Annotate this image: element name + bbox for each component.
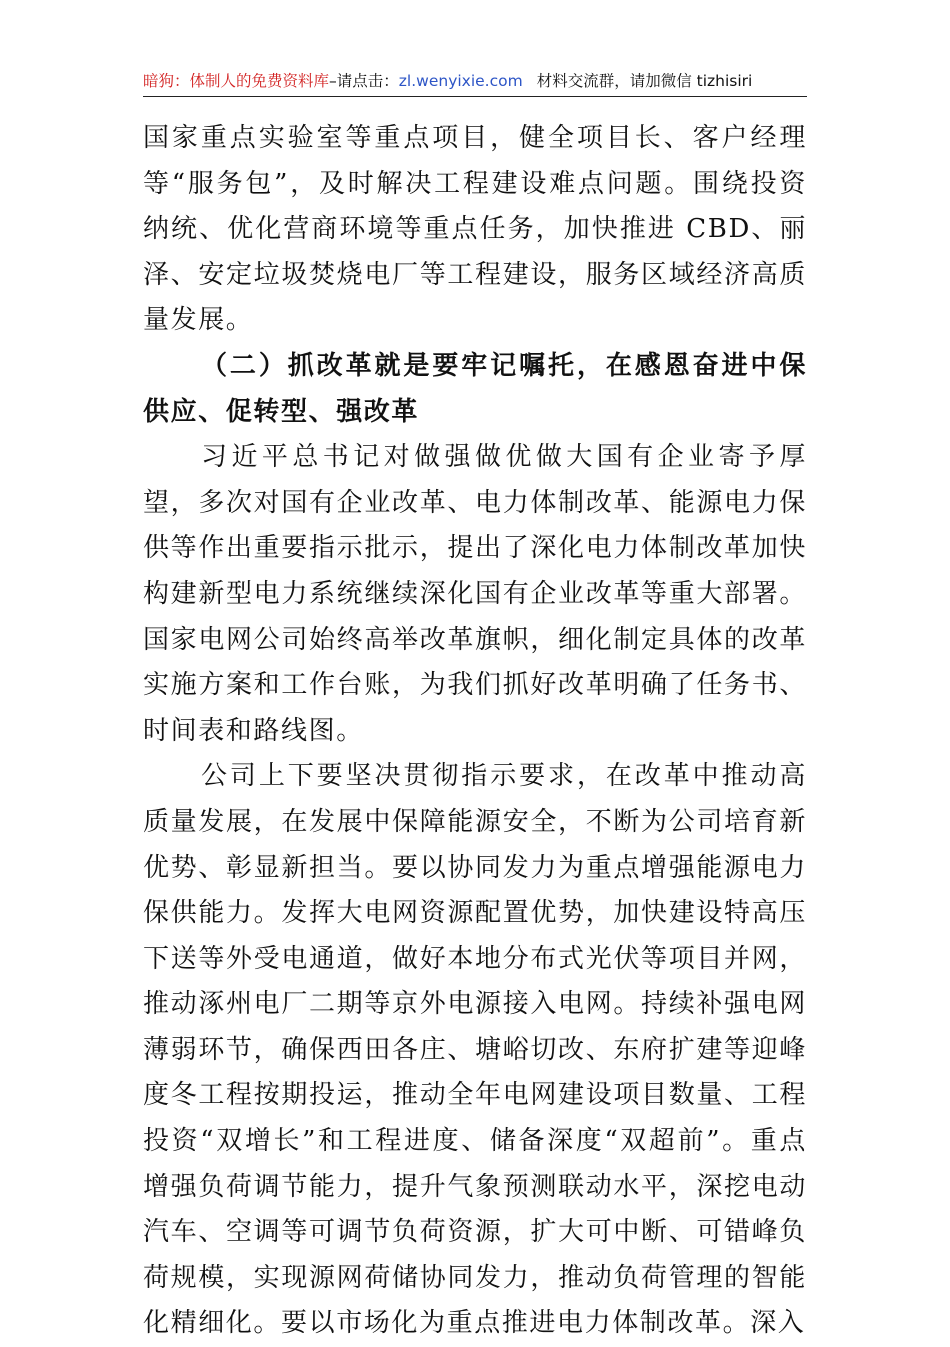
header-contact: 材料交流群，请加微信 tizhisiri — [536, 72, 753, 90]
header-brand: 暗狗：体制人的免费资料库 — [143, 72, 330, 90]
page-header — [143, 66, 807, 97]
paragraph-continued: 国家重点实验室等重点项目，健全项目长、客户经理等“服务包”，及时解决工程建设难点问题。围绕投资纳统、优化营商环境等重点任务，加快推进 CBD、丽泽、安定垃圾焚烧电厂等工程建设，服务区域经济高质量发展。 — [143, 123, 807, 336]
paragraph: 习近平总书记对做强做优做大国有企业寄予厚望，多次对国有企业改革、电力体制改革、能源电力保供等作出重要指示批示，提出了深化电力体制改革加快构建新型电力系统继续深化国有企业改革等重大部署。国家电网公司始终高举改革旗帜，细化制定具体的改革实施方案和工作台账，为我们抓好改革明确了任务书、时间表和路线图。 — [143, 442, 807, 746]
paragraph: 公司上下要坚决贯彻指示要求，在改革中推动高质量发展，在发展中保障能源安全，不断为公司培育新优势、彰显新担当。要以协同发力为重点增强能源电力保供能力。发挥大电网资源配置优势，加快建设特高压下送等外受电通道，做好本地分布式光伏等项目并网，推动涿州电厂二期等京外电源接入电网。持续补强电网薄弱环节，确保西田各庄、塘峪切改、东府扩建等迎峰度冬工程按期投运，推动全年电网建设项目数量、工程投资“双增长”和工程进度、储备深度“双超前”。重点增强负荷调节能力，提升气象预测联动水平，深挖电动汽车、空调等可调节负荷资源，扩大可中断、可错峰负荷规模，实现源网荷储协同发力，推动负荷管理的智能化精细化。要以市场化为重点推进电力体制改革。深入 — [143, 761, 807, 1339]
document-body — [143, 116, 807, 1347]
section-heading: （二）抓改革就是要牢记嘱托，在感恩奋进中保供应、促转型、强改革 — [143, 350, 807, 427]
header-link-url[interactable]: zl.wenyixie.com — [398, 72, 523, 90]
header-link-prefix: –请点击： — [329, 72, 399, 90]
